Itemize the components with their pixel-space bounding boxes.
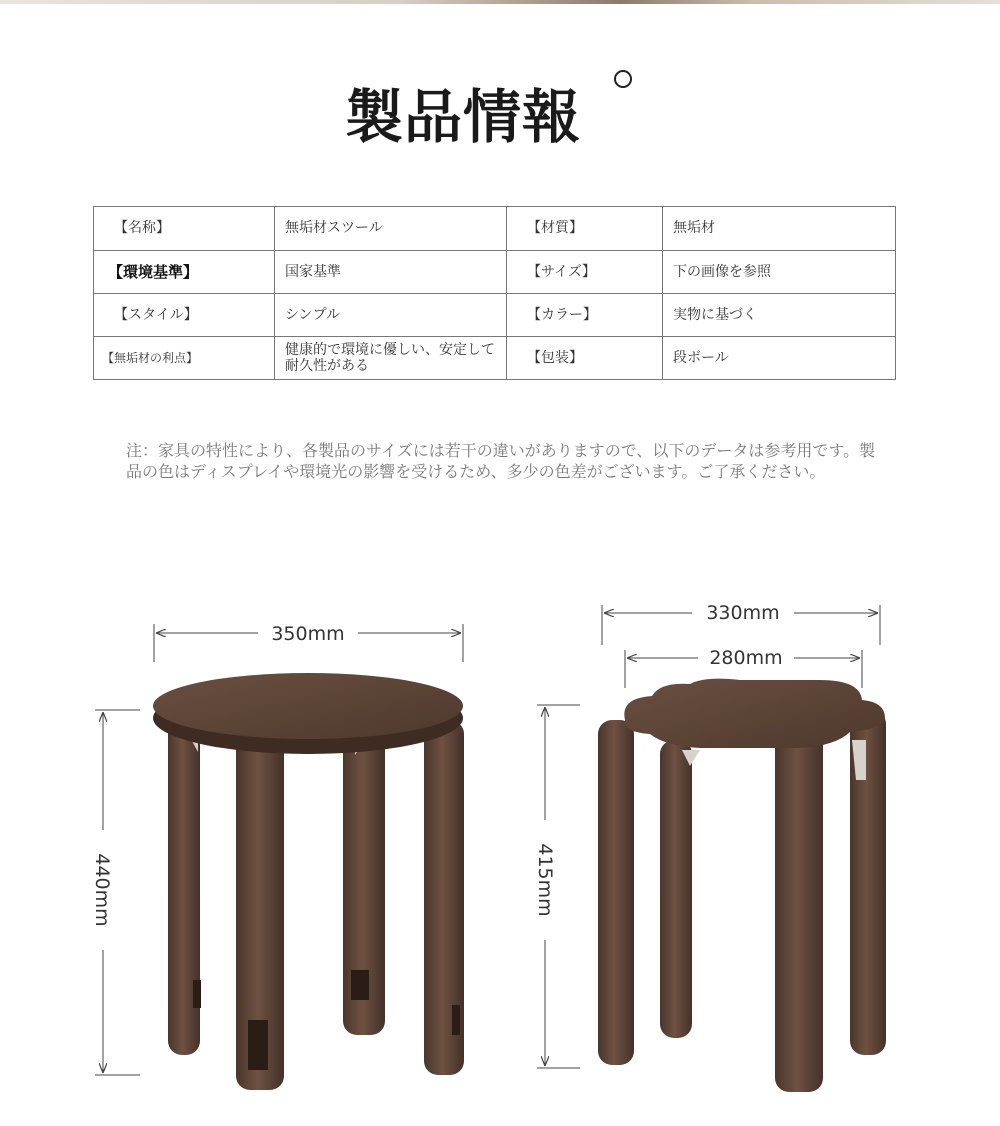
stool-leg	[598, 720, 634, 1065]
dim-label-280: 280mm	[709, 647, 783, 669]
spec-table	[93, 206, 896, 380]
dimension-diagram	[0, 580, 1000, 1126]
spec-value: シンプル	[275, 294, 507, 337]
seat-top	[153, 673, 463, 739]
note-text: 注：家具の特性により、各製品のサイズには若干の違いがありますので、以下のデータは参考用です。製品の色はディスプレイや環境光の影響を受けるため、多少の色差がございます。ご了承ください。	[126, 441, 876, 481]
spec-label: 【包装】	[507, 337, 663, 380]
spec-label: 【サイズ】	[507, 251, 663, 294]
dimension-width-330	[602, 602, 880, 645]
spec-value: 実物に基づく	[663, 294, 896, 337]
dim-label-330: 330mm	[706, 602, 780, 624]
degree-mark	[614, 70, 632, 88]
leg-slot	[248, 1020, 268, 1070]
round-stool-illustration	[153, 673, 464, 1090]
clover-stool-illustration	[598, 679, 886, 1092]
spec-label: 【環境基準】	[94, 251, 275, 294]
spec-label: 【材質】	[507, 207, 663, 251]
dim-label-350: 350mm	[271, 623, 345, 645]
page-title: 製品情報	[345, 83, 582, 151]
spec-value: 健康的で環境に優しい、安定して耐久性がある	[275, 337, 507, 380]
leg-slot	[193, 980, 201, 1008]
spec-label: 【スタイル】	[94, 294, 275, 337]
top-image-strip	[0, 0, 1000, 4]
spec-label: 【名称】	[94, 207, 275, 251]
dim-label-415: 415mm	[534, 843, 556, 917]
spec-row	[94, 337, 896, 380]
dim-label-440: 440mm	[91, 853, 113, 927]
dimension-height-415	[534, 705, 580, 1068]
seat-top	[624, 679, 885, 748]
stool-leg	[660, 740, 692, 1038]
leg-slot	[351, 970, 369, 1000]
spec-value: 下の画像を参照	[663, 251, 896, 294]
spec-label: 【無垢材の利点】	[94, 337, 275, 380]
spec-row	[94, 251, 896, 294]
spec-label: 【カラー】	[507, 294, 663, 337]
leg-slot	[452, 1005, 460, 1035]
spec-row	[94, 294, 896, 337]
spec-value: 無垢材	[663, 207, 896, 251]
spec-value: 段ボール	[663, 337, 896, 380]
spec-value: 無垢材スツール	[275, 207, 507, 251]
dimension-height-440	[91, 710, 140, 1075]
spec-value: 国家基準	[275, 251, 507, 294]
spec-row	[94, 207, 896, 251]
stool-leg	[775, 730, 823, 1092]
dimension-width-350	[154, 623, 463, 662]
